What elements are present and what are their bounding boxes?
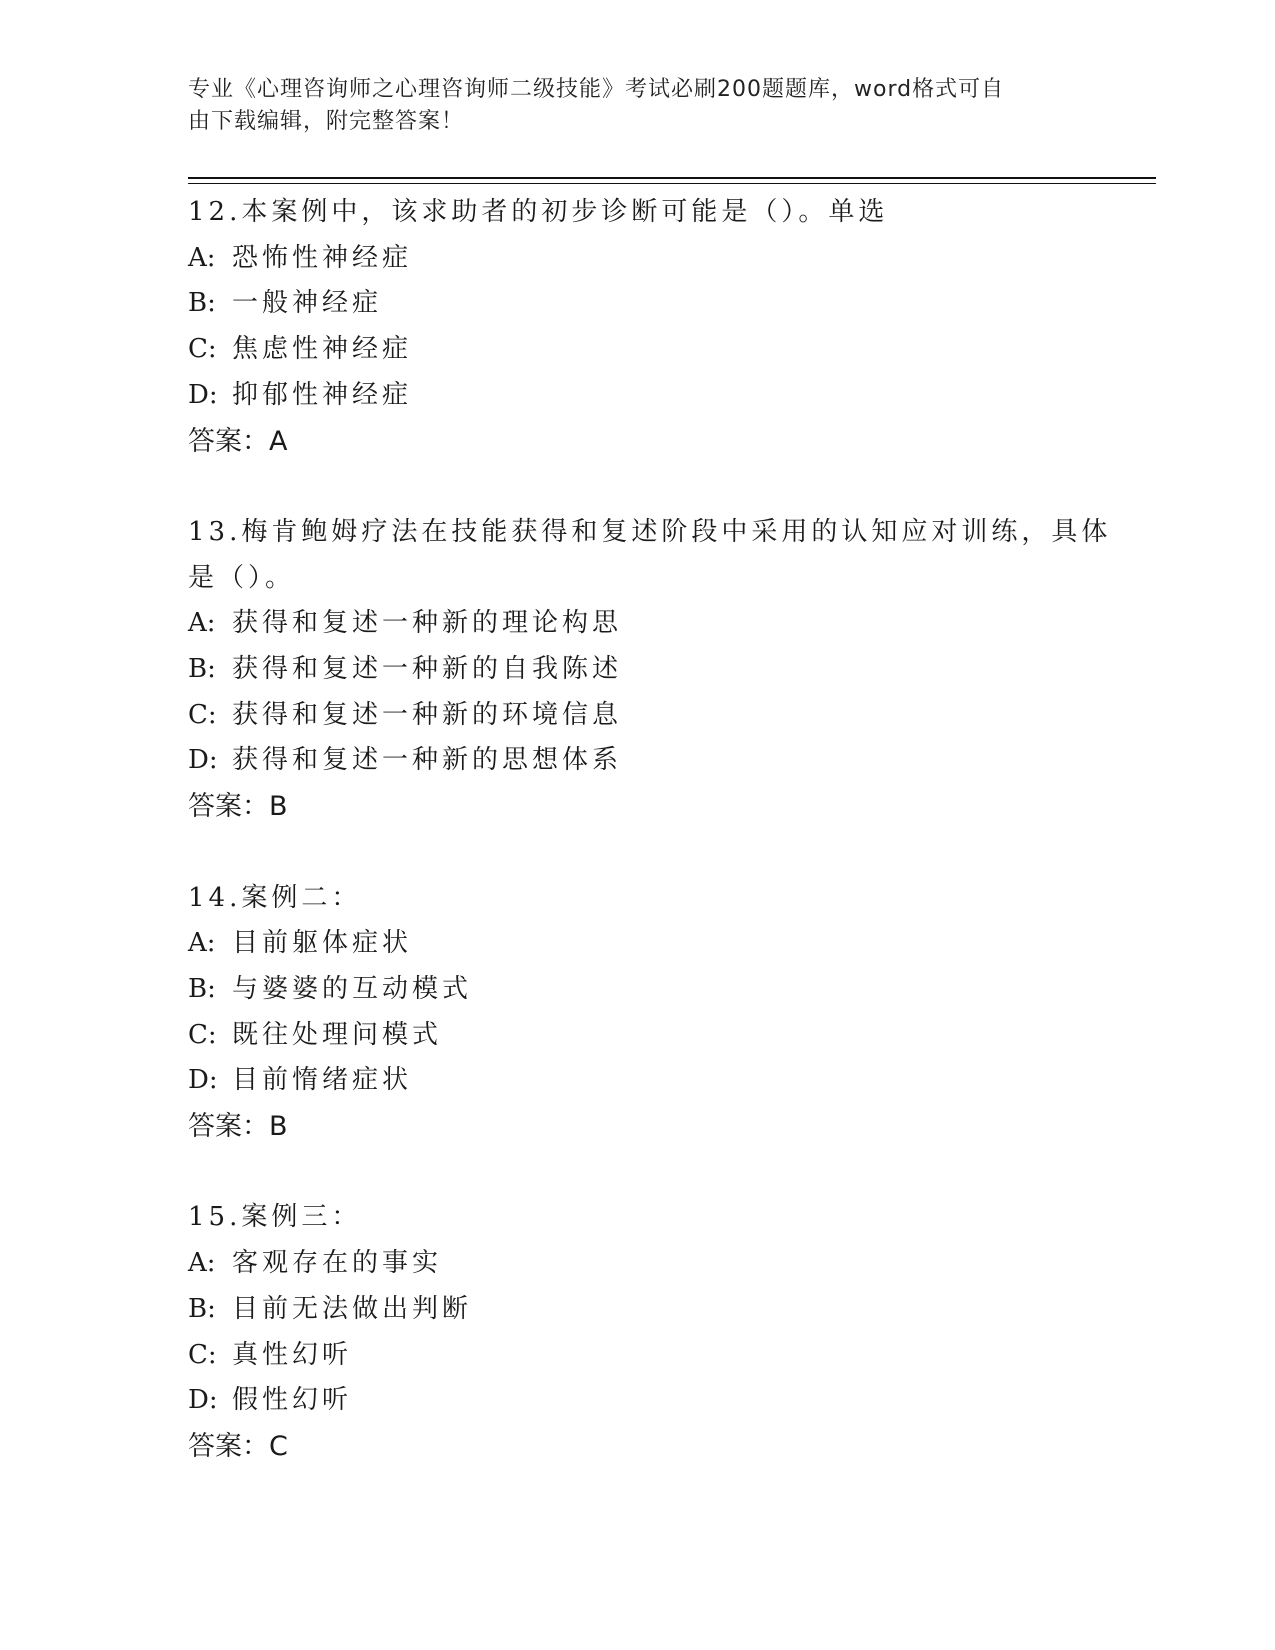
option-text: 抑郁性神经症 [232,379,413,410]
answer: 答案：B [188,791,288,823]
option-d [188,373,1118,419]
option-key: A: [188,1248,216,1279]
option-key: C: [188,1339,217,1370]
answer: 答案：A [188,425,288,457]
option-key: D: [188,1065,218,1096]
question-text: 13.梅肯鲍姆疗法在技能获得和复述阶段中采用的认知应对训练，具体 [188,516,1112,547]
option-text: 与婆婆的互动模式 [232,973,473,1004]
option-b [188,281,1118,327]
option-key: D: [188,379,218,410]
option-key: A: [188,242,216,273]
option-a [188,1241,1118,1287]
option-text: 获得和复述一种新的思想体系 [232,745,623,776]
option-c [188,693,1118,739]
header-divider-thin [188,183,1156,184]
option-a [188,236,1118,282]
answer: 答案：B [188,1111,288,1143]
question-3 [188,876,1118,1150]
option-key: C: [188,1019,217,1050]
question-text: 15.案例三： [188,1202,362,1233]
option-text: 目前躯体症状 [232,928,413,959]
option-key: D: [188,1385,218,1416]
option-text: 恐怖性神经症 [232,242,413,273]
option-text: 目前无法做出判断 [232,1293,473,1324]
option-b [188,647,1118,693]
option-b [188,967,1118,1013]
option-key: B: [188,288,216,319]
question-spacer [188,1150,1118,1196]
option-key: C: [188,699,217,730]
option-key: A: [188,608,216,639]
option-d [188,1058,1118,1104]
question-text: 14.案例二： [188,882,362,913]
option-text: 既往处理问模式 [232,1019,443,1050]
question-1 [188,190,1118,464]
header-line-1: 专业《心理咨询师之心理咨询师二级技能》考试必刷200题题库，word格式可自 [188,77,1005,102]
header-line-2: 由下载编辑，附完整答案！ [188,109,465,134]
option-text: 获得和复述一种新的环境信息 [232,699,623,730]
question-2 [188,510,1118,830]
option-key: B: [188,1293,216,1324]
question-list [188,190,1118,1470]
option-key: B: [188,973,216,1004]
option-text: 获得和复述一种新的自我陈述 [232,654,623,685]
option-key: A: [188,928,216,959]
option-text: 目前惰绪症状 [232,1065,413,1096]
answer: 答案：C [188,1430,288,1462]
option-text: 客观存在的事实 [232,1248,443,1279]
option-b [188,1287,1118,1333]
option-c [188,1333,1118,1379]
question-spacer [188,830,1118,876]
option-text: 真性幻听 [232,1339,353,1370]
option-c [188,327,1118,373]
option-d [188,738,1118,784]
option-a [188,921,1118,967]
header-divider-thick [188,177,1156,179]
option-text: 一般神经症 [232,288,383,319]
option-key: B: [188,654,216,685]
question-text: 是（）。 [188,562,296,593]
document-header [188,74,1088,138]
option-text: 获得和复述一种新的理论构思 [232,608,623,639]
option-key: C: [188,334,217,365]
option-c [188,1013,1118,1059]
question-text: 12.本案例中，该求助者的初步诊断可能是（）。单选 [188,197,889,227]
option-text: 焦虑性神经症 [232,334,413,365]
option-d [188,1378,1118,1424]
option-a [188,601,1118,647]
question-spacer [188,464,1118,510]
option-text: 假性幻听 [232,1385,353,1416]
question-4 [188,1195,1118,1469]
option-key: D: [188,745,218,776]
